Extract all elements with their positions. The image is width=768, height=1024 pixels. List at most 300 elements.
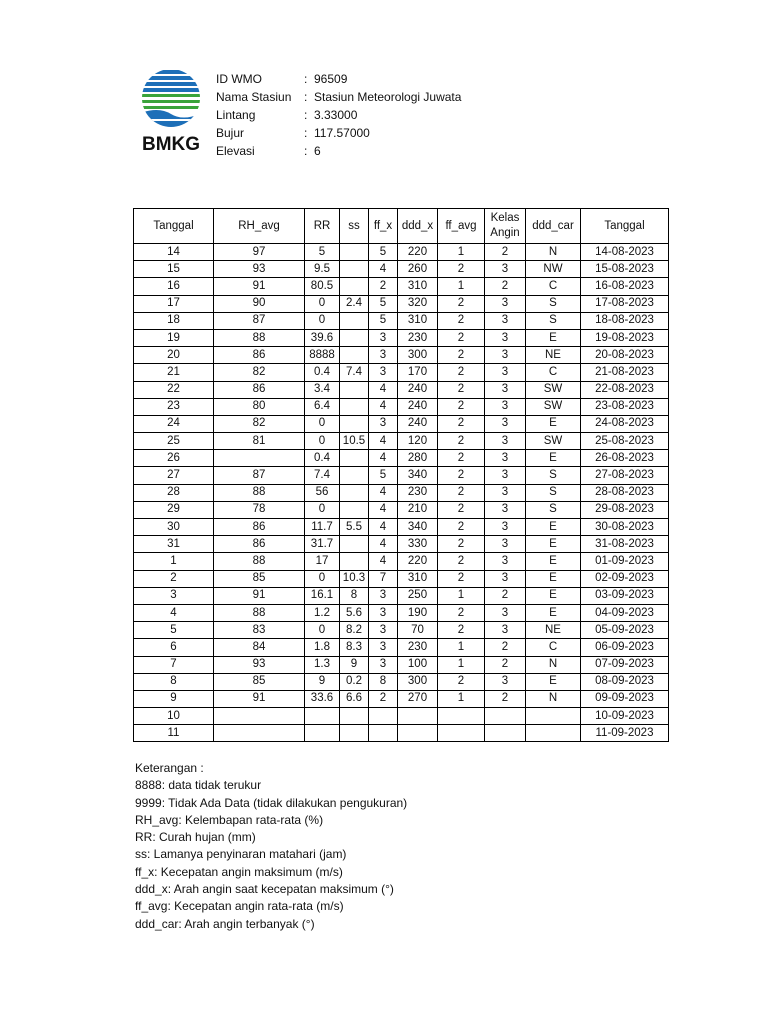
table-cell: 31 xyxy=(134,536,214,553)
table-cell: 5 xyxy=(369,295,398,312)
notes-heading: Keterangan : xyxy=(135,761,204,775)
table-cell: 2 xyxy=(134,570,214,587)
table-cell xyxy=(526,708,581,725)
table-cell: 84 xyxy=(214,639,305,656)
table-cell: 2 xyxy=(438,261,485,278)
station-value: 117.57000 xyxy=(314,126,370,140)
table-cell: 3 xyxy=(485,604,526,621)
table-cell: 78 xyxy=(214,501,305,518)
table-cell xyxy=(340,501,369,518)
table-cell: 7.4 xyxy=(305,467,340,484)
table-cell: 190 xyxy=(398,604,438,621)
table-cell: 2 xyxy=(438,501,485,518)
table-cell: 0.2 xyxy=(340,673,369,690)
table-cell: 86 xyxy=(214,519,305,536)
table-cell: 2 xyxy=(438,484,485,501)
table-cell: 2 xyxy=(438,312,485,329)
table-cell: 0.4 xyxy=(305,364,340,381)
table-cell: N xyxy=(526,690,581,707)
table-cell: 310 xyxy=(398,570,438,587)
table-cell: 3 xyxy=(485,347,526,364)
weather-table-container xyxy=(133,208,669,742)
table-cell: 240 xyxy=(398,381,438,398)
table-cell: S xyxy=(526,312,581,329)
table-cell xyxy=(340,708,369,725)
table-cell: 19 xyxy=(134,329,214,346)
table-cell: 8 xyxy=(340,587,369,604)
table-cell: 30-08-2023 xyxy=(581,519,669,536)
station-separator: : xyxy=(304,108,308,122)
table-cell: 05-09-2023 xyxy=(581,622,669,639)
table-cell: 2.4 xyxy=(340,295,369,312)
table-cell: 5 xyxy=(369,312,398,329)
table-cell: 7 xyxy=(369,570,398,587)
table-cell: 26 xyxy=(134,450,214,467)
table-cell: 3 xyxy=(485,261,526,278)
table-cell: 27 xyxy=(134,467,214,484)
table-cell xyxy=(340,484,369,501)
table-cell: 5.5 xyxy=(340,519,369,536)
note-line: RR: Curah hujan (mm) xyxy=(135,830,256,845)
table-cell: 8.3 xyxy=(340,639,369,656)
table-cell xyxy=(369,725,398,742)
table-cell: 6.6 xyxy=(340,690,369,707)
table-cell: 91 xyxy=(214,278,305,295)
table-cell: 330 xyxy=(398,536,438,553)
table-cell: 17 xyxy=(134,295,214,312)
table-cell: 16-08-2023 xyxy=(581,278,669,295)
table-cell: 25 xyxy=(134,433,214,450)
station-row xyxy=(216,88,461,106)
table-cell: 2 xyxy=(485,639,526,656)
table-cell: N xyxy=(526,244,581,261)
table-cell: 2 xyxy=(485,656,526,673)
table-cell: 1 xyxy=(438,639,485,656)
table-cell: 170 xyxy=(398,364,438,381)
table-cell: 0 xyxy=(305,312,340,329)
station-value: 96509 xyxy=(314,72,348,86)
table-cell: 86 xyxy=(214,381,305,398)
table-row xyxy=(134,467,669,484)
station-separator: : xyxy=(304,72,308,86)
table-cell: 2 xyxy=(438,295,485,312)
station-label: ID WMO xyxy=(216,72,262,86)
table-cell: 3 xyxy=(485,450,526,467)
table-cell: 30 xyxy=(134,519,214,536)
table-cell: 3 xyxy=(134,587,214,604)
table-cell xyxy=(214,725,305,742)
note-line: ss: Lamanya penyinaran matahari (jam) xyxy=(135,847,347,862)
table-cell: 2 xyxy=(438,570,485,587)
table-cell: 17-08-2023 xyxy=(581,295,669,312)
table-cell: 82 xyxy=(214,415,305,432)
table-cell: 80.5 xyxy=(305,278,340,295)
station-row xyxy=(216,142,461,160)
table-cell xyxy=(340,312,369,329)
table-cell: 4 xyxy=(369,450,398,467)
note-line: 8888: data tidak terukur xyxy=(135,778,262,793)
notes xyxy=(135,760,407,933)
table-cell: 7.4 xyxy=(340,364,369,381)
table-cell: 39.6 xyxy=(305,329,340,346)
table-cell: 0 xyxy=(305,622,340,639)
station-separator: : xyxy=(304,90,308,104)
table-cell: 3 xyxy=(369,656,398,673)
table-cell xyxy=(340,347,369,364)
table-cell: 250 xyxy=(398,587,438,604)
table-cell: 0 xyxy=(305,570,340,587)
station-label: Bujur xyxy=(216,126,245,140)
table-cell: 22-08-2023 xyxy=(581,381,669,398)
table-row xyxy=(134,450,669,467)
table-cell: 25-08-2023 xyxy=(581,433,669,450)
table-cell: 3 xyxy=(485,536,526,553)
note-line: ff_avg: Kecepatan angin rata-rata (m/s) xyxy=(135,899,344,914)
table-row xyxy=(134,364,669,381)
table-cell: 28 xyxy=(134,484,214,501)
logo-text: BMKG xyxy=(141,134,201,155)
table-cell: 82 xyxy=(214,364,305,381)
table-cell: 4 xyxy=(369,261,398,278)
table-cell: 1 xyxy=(438,244,485,261)
table-cell: 31.7 xyxy=(305,536,340,553)
table-cell: 4 xyxy=(369,433,398,450)
table-cell: E xyxy=(526,587,581,604)
table-row xyxy=(134,673,669,690)
column-header: RH_avg xyxy=(214,209,305,244)
table-cell: 21 xyxy=(134,364,214,381)
table-cell: 80 xyxy=(214,398,305,415)
table-row xyxy=(134,415,669,432)
table-cell: C xyxy=(526,639,581,656)
table-cell: 4 xyxy=(369,398,398,415)
note-line: ddd_x: Arah angin saat kecepatan maksimum (°) xyxy=(135,882,394,897)
table-cell: 2 xyxy=(438,467,485,484)
column-header: ff_x xyxy=(369,209,398,244)
table-cell: 3 xyxy=(485,519,526,536)
table-row xyxy=(134,347,669,364)
table-cell xyxy=(438,725,485,742)
table-cell: 31-08-2023 xyxy=(581,536,669,553)
table-cell xyxy=(340,381,369,398)
table-row xyxy=(134,329,669,346)
table-cell xyxy=(340,467,369,484)
table-cell: 91 xyxy=(214,690,305,707)
table-cell: 5 xyxy=(369,244,398,261)
table-cell: 24 xyxy=(134,415,214,432)
table-row xyxy=(134,639,669,656)
column-header: ddd_x xyxy=(398,209,438,244)
station-value: Stasiun Meteorologi Juwata xyxy=(314,90,462,104)
table-row xyxy=(134,725,669,742)
table-cell: 4 xyxy=(369,381,398,398)
table-cell: 1 xyxy=(134,553,214,570)
table-cell xyxy=(340,261,369,278)
table-cell: 6.4 xyxy=(305,398,340,415)
note-line: 9999: Tidak Ada Data (tidak dilakukan pengukuran) xyxy=(135,795,408,810)
table-cell: 3 xyxy=(485,501,526,518)
table-cell: 17 xyxy=(305,553,340,570)
table-cell: 270 xyxy=(398,690,438,707)
table-cell: 15-08-2023 xyxy=(581,261,669,278)
weather-table xyxy=(133,208,669,742)
column-header: ff_avg xyxy=(438,209,485,244)
table-cell: 3 xyxy=(369,587,398,604)
table-cell: 86 xyxy=(214,347,305,364)
table-cell xyxy=(214,450,305,467)
column-header: RR xyxy=(305,209,340,244)
table-cell: SW xyxy=(526,398,581,415)
table-cell: 2 xyxy=(438,381,485,398)
table-cell: 260 xyxy=(398,261,438,278)
table-cell: 3 xyxy=(485,433,526,450)
column-header: Kelas Angin xyxy=(485,209,526,244)
table-cell: 10-09-2023 xyxy=(581,708,669,725)
bmkg-logo xyxy=(138,68,204,158)
table-cell: 24-08-2023 xyxy=(581,415,669,432)
column-header: ddd_car xyxy=(526,209,581,244)
table-row xyxy=(134,501,669,518)
table-cell: 11-09-2023 xyxy=(581,725,669,742)
table-cell: 2 xyxy=(438,553,485,570)
table-row xyxy=(134,519,669,536)
table-cell: E xyxy=(526,450,581,467)
table-row xyxy=(134,261,669,278)
table-cell: 2 xyxy=(438,433,485,450)
table-cell: 9 xyxy=(305,673,340,690)
table-row xyxy=(134,295,669,312)
table-cell: 2 xyxy=(438,622,485,639)
table-cell: 0 xyxy=(305,433,340,450)
table-cell: 29-08-2023 xyxy=(581,501,669,518)
table-cell xyxy=(340,244,369,261)
table-cell: 3 xyxy=(485,553,526,570)
column-header: Tanggal xyxy=(581,209,669,244)
table-cell xyxy=(340,553,369,570)
table-cell: 2 xyxy=(438,673,485,690)
table-cell: 3 xyxy=(485,364,526,381)
table-cell: 3 xyxy=(369,329,398,346)
table-cell: 230 xyxy=(398,639,438,656)
table-cell: 1.2 xyxy=(305,604,340,621)
table-cell: 83 xyxy=(214,622,305,639)
note-line: RH_avg: Kelembapan rata-rata (%) xyxy=(135,812,324,827)
note-line: ff_x: Kecepatan angin maksimum (m/s) xyxy=(135,864,343,879)
table-row xyxy=(134,536,669,553)
table-cell: 88 xyxy=(214,604,305,621)
table-cell: 81 xyxy=(214,433,305,450)
table-cell: 03-09-2023 xyxy=(581,587,669,604)
table-cell: 3 xyxy=(485,295,526,312)
table-cell xyxy=(340,415,369,432)
table-cell: 3 xyxy=(485,484,526,501)
table-cell: 2 xyxy=(485,587,526,604)
table-row xyxy=(134,433,669,450)
table-cell: 10.3 xyxy=(340,570,369,587)
station-row xyxy=(216,124,461,142)
table-cell: S xyxy=(526,501,581,518)
table-cell: 5 xyxy=(305,244,340,261)
table-cell: SW xyxy=(526,381,581,398)
table-cell: 02-09-2023 xyxy=(581,570,669,587)
table-cell: 20 xyxy=(134,347,214,364)
table-cell: 310 xyxy=(398,278,438,295)
table-cell: 2 xyxy=(485,690,526,707)
table-cell: 9.5 xyxy=(305,261,340,278)
table-cell: E xyxy=(526,673,581,690)
column-header: Tanggal xyxy=(134,209,214,244)
table-cell: 5.6 xyxy=(340,604,369,621)
table-row xyxy=(134,398,669,415)
table-cell: 3 xyxy=(369,364,398,381)
table-cell: 8 xyxy=(134,673,214,690)
table-cell: 16.1 xyxy=(305,587,340,604)
table-row xyxy=(134,312,669,329)
table-cell: 1 xyxy=(438,656,485,673)
table-cell: 240 xyxy=(398,398,438,415)
table-row xyxy=(134,570,669,587)
table-cell: 3 xyxy=(485,570,526,587)
table-cell: 85 xyxy=(214,673,305,690)
table-cell: 23 xyxy=(134,398,214,415)
table-cell: 3 xyxy=(485,312,526,329)
table-cell: 11 xyxy=(134,725,214,742)
table-cell: 8 xyxy=(369,673,398,690)
table-row xyxy=(134,622,669,639)
table-cell: 29 xyxy=(134,501,214,518)
table-cell: 22 xyxy=(134,381,214,398)
table-cell: 14-08-2023 xyxy=(581,244,669,261)
table-cell: 14 xyxy=(134,244,214,261)
table-cell: NE xyxy=(526,347,581,364)
table-cell: 3 xyxy=(485,329,526,346)
table-cell: 2 xyxy=(438,604,485,621)
table-cell: 9 xyxy=(340,656,369,673)
table-row xyxy=(134,381,669,398)
table-cell: 27-08-2023 xyxy=(581,467,669,484)
table-cell: 93 xyxy=(214,656,305,673)
table-cell: C xyxy=(526,278,581,295)
table-cell: 2 xyxy=(438,536,485,553)
table-cell xyxy=(340,725,369,742)
table-cell: SW xyxy=(526,433,581,450)
table-cell: 300 xyxy=(398,347,438,364)
table-cell: 2 xyxy=(485,278,526,295)
table-cell: NE xyxy=(526,622,581,639)
table-cell: 230 xyxy=(398,329,438,346)
table-cell xyxy=(485,708,526,725)
station-label: Lintang xyxy=(216,108,256,122)
table-cell xyxy=(340,450,369,467)
table-cell: 3 xyxy=(485,622,526,639)
table-cell xyxy=(340,329,369,346)
table-cell xyxy=(214,708,305,725)
station-value: 3.33000 xyxy=(314,108,358,122)
table-cell: E xyxy=(526,415,581,432)
table-cell: 21-08-2023 xyxy=(581,364,669,381)
table-cell: 4 xyxy=(369,536,398,553)
table-cell: 26-08-2023 xyxy=(581,450,669,467)
table-cell: 1.3 xyxy=(305,656,340,673)
table-cell xyxy=(305,708,340,725)
table-cell: 5 xyxy=(369,467,398,484)
table-cell: E xyxy=(526,553,581,570)
station-label: Elevasi xyxy=(216,144,255,158)
table-cell: 1 xyxy=(438,278,485,295)
station-separator: : xyxy=(304,126,308,140)
station-row xyxy=(216,70,461,88)
table-cell: 2 xyxy=(438,398,485,415)
table-cell: 88 xyxy=(214,553,305,570)
table-cell: 08-09-2023 xyxy=(581,673,669,690)
table-cell: 3 xyxy=(485,467,526,484)
station-separator: : xyxy=(304,144,308,158)
table-cell: 220 xyxy=(398,244,438,261)
table-cell: 3 xyxy=(485,415,526,432)
table-cell: 19-08-2023 xyxy=(581,329,669,346)
table-cell: 10 xyxy=(134,708,214,725)
table-cell: 20-08-2023 xyxy=(581,347,669,364)
table-cell: 2 xyxy=(438,519,485,536)
table-cell: 300 xyxy=(398,673,438,690)
table-cell: 28-08-2023 xyxy=(581,484,669,501)
table-cell: 90 xyxy=(214,295,305,312)
table-cell: S xyxy=(526,467,581,484)
table-cell: 5 xyxy=(134,622,214,639)
table-row xyxy=(134,484,669,501)
table-cell: NW xyxy=(526,261,581,278)
table-header-row xyxy=(134,209,669,244)
table-cell: 06-09-2023 xyxy=(581,639,669,656)
table-cell: 2 xyxy=(369,278,398,295)
table-cell: E xyxy=(526,329,581,346)
table-cell: 310 xyxy=(398,312,438,329)
table-cell: 18-08-2023 xyxy=(581,312,669,329)
table-cell: E xyxy=(526,536,581,553)
table-cell xyxy=(340,536,369,553)
table-cell: 87 xyxy=(214,312,305,329)
table-row xyxy=(134,690,669,707)
table-row xyxy=(134,553,669,570)
table-cell: 3 xyxy=(369,604,398,621)
table-cell: 86 xyxy=(214,536,305,553)
table-cell xyxy=(340,398,369,415)
table-cell: 9 xyxy=(134,690,214,707)
table-cell: 09-09-2023 xyxy=(581,690,669,707)
table-cell: 280 xyxy=(398,450,438,467)
table-cell: 23-08-2023 xyxy=(581,398,669,415)
table-row xyxy=(134,656,669,673)
table-cell: 0.4 xyxy=(305,450,340,467)
table-cell: 120 xyxy=(398,433,438,450)
table-cell: 3 xyxy=(369,415,398,432)
bmkg-logo-icon xyxy=(138,68,204,158)
column-header: ss xyxy=(340,209,369,244)
table-cell: 4 xyxy=(134,604,214,621)
table-cell: 93 xyxy=(214,261,305,278)
table-cell: 56 xyxy=(305,484,340,501)
table-cell: 3 xyxy=(485,398,526,415)
table-cell: N xyxy=(526,656,581,673)
table-cell: 88 xyxy=(214,484,305,501)
table-cell: 3 xyxy=(485,673,526,690)
table-row xyxy=(134,604,669,621)
table-cell: 4 xyxy=(369,553,398,570)
table-cell: 210 xyxy=(398,501,438,518)
table-cell: 8.2 xyxy=(340,622,369,639)
table-cell: 33.6 xyxy=(305,690,340,707)
table-cell: 2 xyxy=(369,690,398,707)
